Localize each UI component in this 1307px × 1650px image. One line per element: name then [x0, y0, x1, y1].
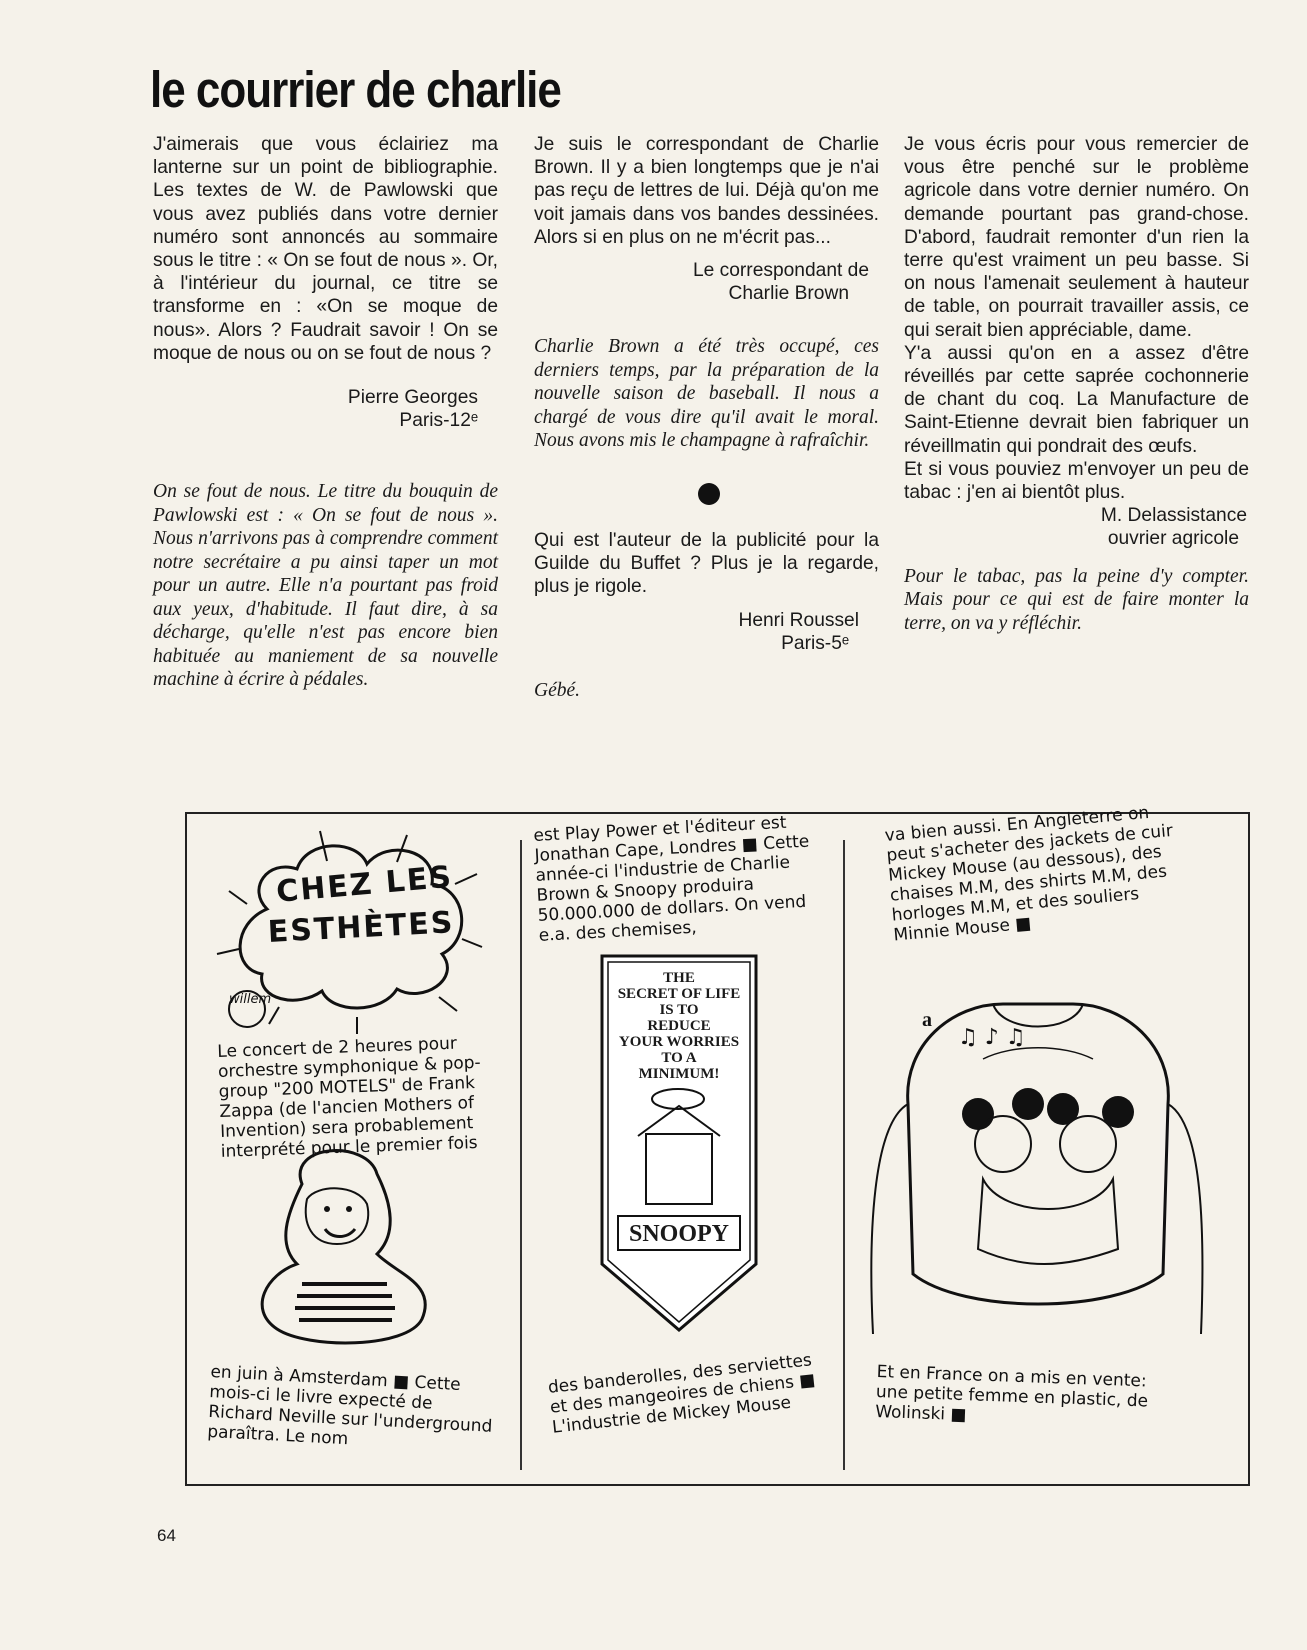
banner-line-1: THE: [663, 970, 695, 986]
signature-name: M. Delassistance: [1100, 505, 1247, 527]
panel-2-caption-bottom: des banderolles, des serviettes et des mangeoires de chiens ■ L'industrie de Mickey Mouse: [547, 1350, 817, 1438]
letter-text-2: Qui est l'auteur de la publicité pour la Guilde du Buffet ? Plus je la regarde, plus je rigole.: [534, 529, 879, 598]
letter-text: J'aimerais que vous éclairiez ma lanterne sur un point de bibliographie. Les textes de W. de Pawlowski que vous avez publiés dans votre dernier numéro sont annoncés au sommaire sous le titre : « On se fout de nous ». Or, à l'intérieur du journal, ce titre se transforme en : «On se moque de nous». Alors ? Faudrait savoir ! On se moque de nous ou on se fout de nous ?: [153, 134, 498, 364]
zappa-caricature: [247, 1144, 447, 1354]
banner-line-2: SECRET OF LIFE: [617, 986, 741, 1002]
signature-role: ouvrier agricole: [1107, 528, 1239, 550]
letter-paragraph-3: Et si vous pouviez m'envoyer un peu de tabac : j'en ai bientôt plus.: [904, 458, 1249, 504]
mickey-jacket-illustration: [863, 984, 1208, 1354]
panel-3-caption-top: va bien aussi. En Angleterre on peut s'acheter des jackets de cuir Mickey Mouse (au dessous), des chaises M.M, des shirts M.M, des horloges M.M, et des souliers Minnie Mouse ■: [884, 802, 1174, 946]
separator-dot: [698, 483, 720, 505]
letters-column-3: [904, 133, 1249, 635]
bubble-title-line-2: ESTHÈTES: [266, 905, 456, 950]
svg-text:♫ ♪ ♫: ♫ ♪ ♫: [958, 1025, 1026, 1050]
bubble-title-line-1: CHEZ LES: [274, 859, 455, 910]
editor-reply-2: Gébé.: [534, 679, 581, 701]
letters-column-2: [534, 133, 879, 702]
snoopy-banner: [600, 954, 758, 1334]
banner-line-6: TO A: [661, 1050, 697, 1066]
page-title: le courrier de charlie: [150, 62, 561, 119]
signature-line-1: Le correspondant de: [692, 260, 869, 282]
page-number: 64: [157, 1526, 176, 1545]
editor-reply: Charlie Brown a été très occupé, ces derniers temps, par la préparation de la nouvelle saison de baseball. Il nous a chargé de vous dire qu'il avait le moral. Nous avons mis le champagne à rafraîchir.: [534, 336, 879, 452]
signature-name-2: Henri Roussel: [738, 609, 859, 631]
panel-3-caption-bottom: Et en France on a mis en vente: une petite femme en plastic, de Wolinski ■: [874, 1362, 1149, 1426]
letters-column-1: [153, 133, 498, 692]
banner-line-7: MINIMUM!: [638, 1066, 720, 1082]
editor-reply: On se fout de nous. Le titre du bouquin de Pawlowski est : « On se fout de nous ». Nous n'arrivons pas à comprendre comment notre secrétaire a pu ainsi taper un mot pour un autre. Elle n'a pourtant pas froid aux yeux, d'habitude. Il faut dire, à sa décharge, qu'elle n'est pas encore bien habituée au maniement de sa nouvelle machine à écrire à pédales.: [153, 481, 498, 691]
signature-place-2: Paris-5ᵉ: [781, 632, 849, 654]
letter-paragraph-2: Y'a aussi qu'on en a assez d'être réveillés par cette saprée cochonnerie de chant du coq. La Manufacture de Saint-Etienne devrait bien fabriquer un réveillmatin qui pondrait des œufs.: [904, 342, 1249, 457]
banner-line-3: IS TO: [659, 1002, 699, 1018]
editor-reply: Pour le tabac, pas la peine d'y compter. Mais pour ce qui est de faire monter la terre, on va y réfléchir.: [904, 565, 1249, 634]
panel-1-caption-bottom: en juin à Amsterdam ■ Cette mois-ci le livre expecté de Richard Neville sur l'underground paraîtra. Le nom: [206, 1362, 493, 1450]
banner-line-5: YOUR WORRIES: [618, 1034, 740, 1050]
banner-line-4: REDUCE: [647, 1018, 711, 1034]
panel-divider: [520, 840, 522, 1470]
panel-1-caption-top: Le concert de 2 heures pour orchestre symphonique & pop-group "200 MOTELS" de Frank Zappa (de l'ancien Mothers of Invention) sera probablement interprété pour le premier fois: [217, 1033, 481, 1162]
comic-strip: [185, 802, 1250, 1486]
signature-name: Pierre Georges: [347, 387, 478, 409]
signature-place: Paris-12ᵉ: [399, 410, 478, 432]
signature-line-2: Charlie Brown: [728, 283, 849, 305]
panel-3-label: a: [922, 1009, 932, 1031]
letter-text: Je suis le correspondant de Charlie Brown. Il y a bien longtemps que je n'ai pas reçu de lettres de lui. Déjà qu'on me voit jamais dans vos bandes dessinées. Alors si en plus on ne m'écrit pas...: [534, 134, 879, 248]
panel-2-caption-top: est Play Power et l'éditeur est Jonathan Cape, Londres ■ Cette année-ci l'industrie de Charlie Brown & Snoopy produira 50.000.000 de dollars. On vend e.a. des chemises,: [533, 812, 810, 946]
letter-paragraph-1: Je vous écris pour vous remercier de vous être penché sur le problème agricole dans votre dernier numéro. On demande pourtant pas grand-chose. D'abord, faudrait remonter d'un rien la terre qu'est vraiment un peu basse. Si on nous l'amenait seulement à hauteur de table, on pourrait travailler assis, ce qui serait bien appréciable, dame.: [904, 134, 1249, 341]
artist-signature: willem: [229, 992, 272, 1007]
panel-divider: [843, 840, 845, 1470]
banner-snoopy-name: SNOOPY: [628, 1221, 729, 1247]
